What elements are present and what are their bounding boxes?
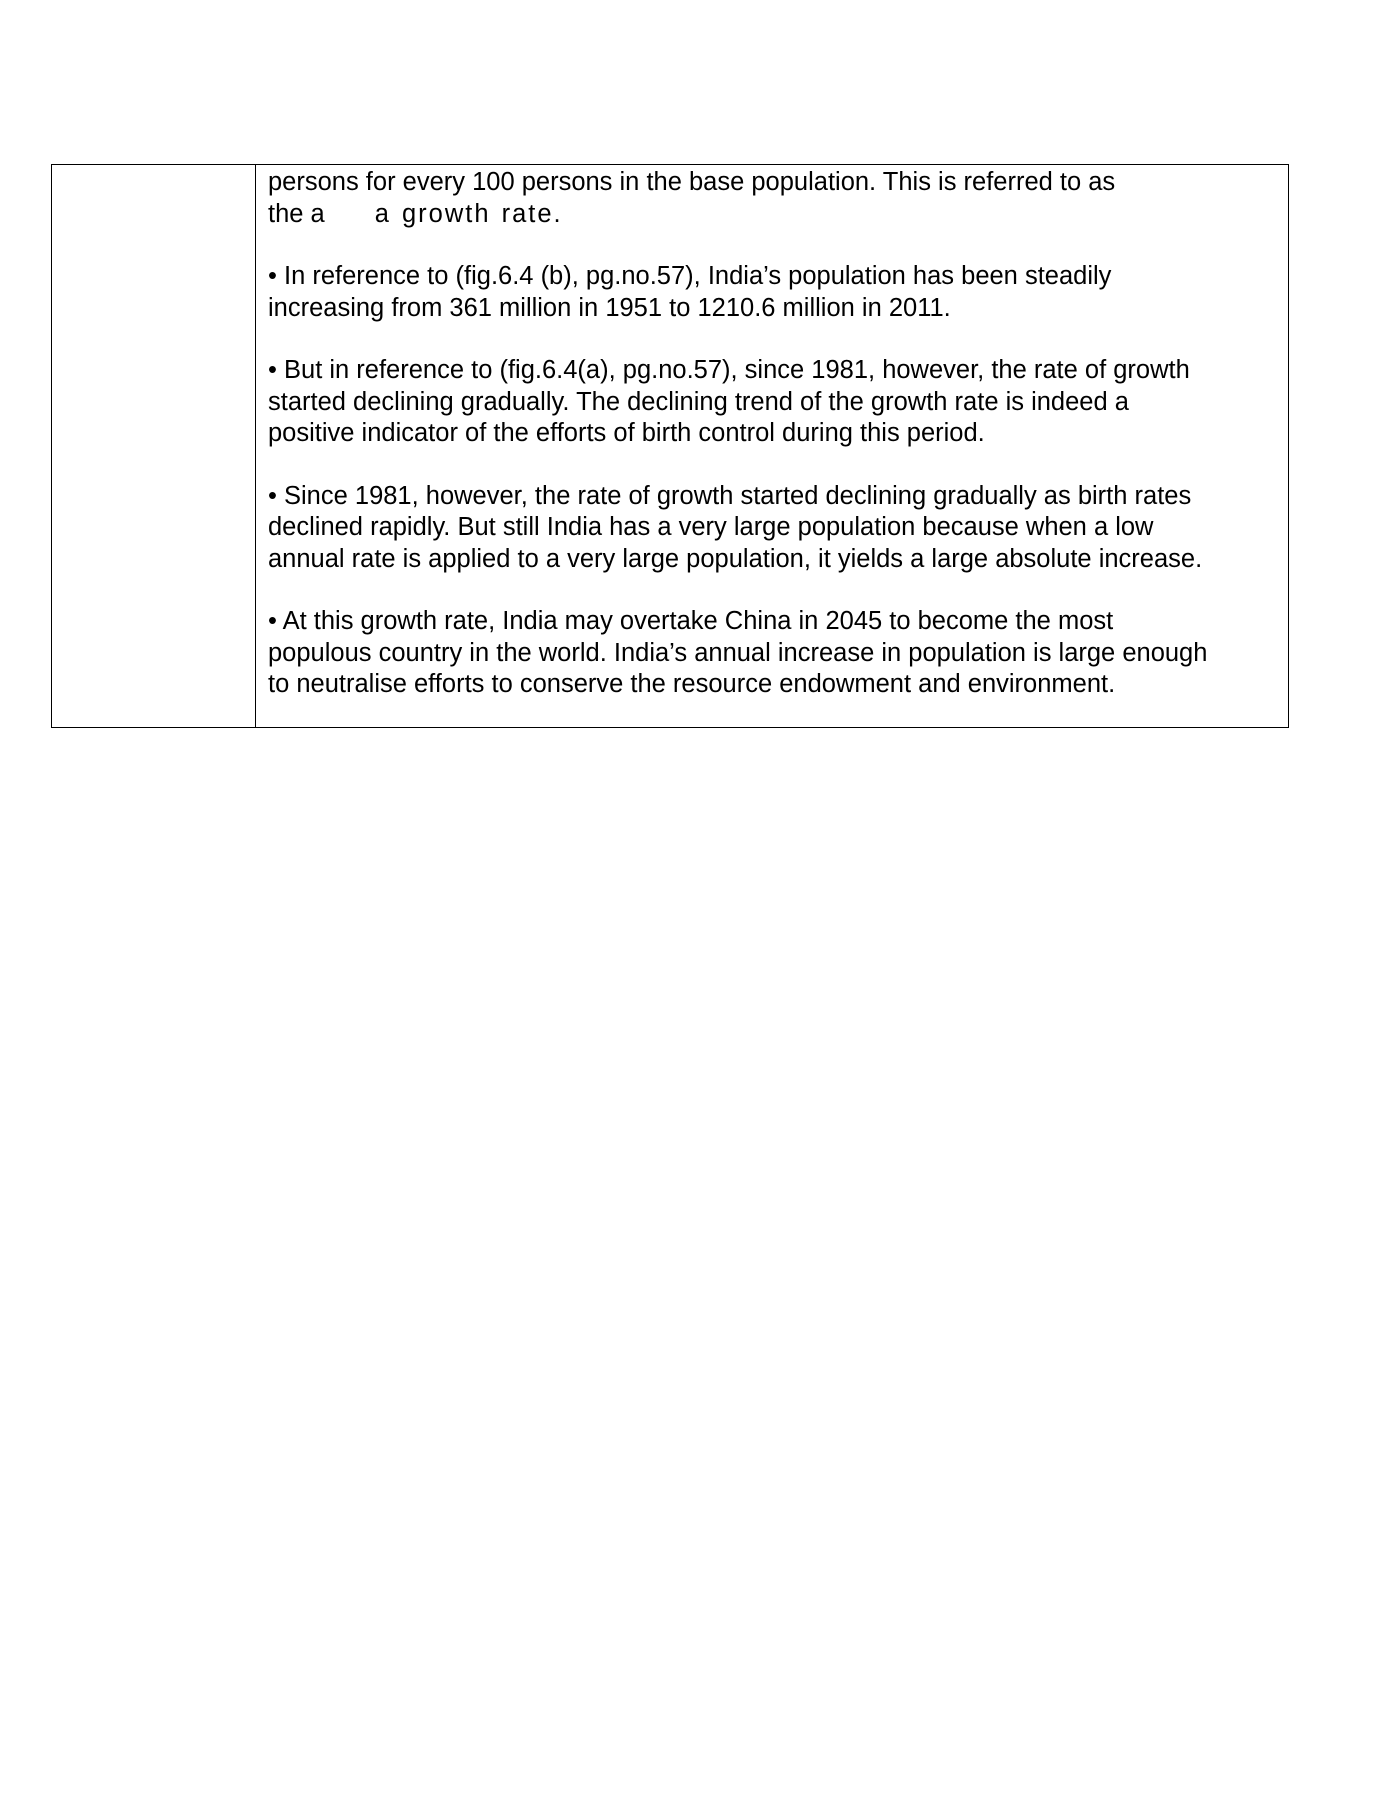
text-line: persons for every 100 persons in the base population. This is referred to as xyxy=(268,168,1116,196)
text-fragment: the a xyxy=(268,199,325,228)
paragraph-growth-rate-definition xyxy=(268,167,1276,230)
text-line xyxy=(268,199,1276,231)
text-line: • But in reference to (fig.6.4(a), pg.no.57), since 1981, however, the rate of growth xyxy=(268,356,1190,384)
text-line: increasing from 361 million in 1951 to 1210.6 million in 2011. xyxy=(268,293,951,322)
paragraph-growth-decline xyxy=(268,355,1276,450)
content-table xyxy=(51,164,1289,728)
paragraph-china-comparison xyxy=(268,606,1276,701)
text-line: • At this growth rate, India may overtake China in 2045 to become the most xyxy=(268,607,1114,635)
text-line: • In reference to (fig.6.4 (b), pg.no.57), India’s population has been steadily xyxy=(268,262,1112,290)
text-line: to neutralise efforts to conserve the resource endowment and environment. xyxy=(268,670,1116,698)
paragraph-population-increase xyxy=(268,261,1276,324)
text-line: positive indicator of the efforts of birth control during this period. xyxy=(268,419,985,447)
table-left-cell xyxy=(52,165,256,727)
text-line: declined rapidly. But still India has a very large population because when a low xyxy=(268,513,1154,541)
text-line: started declining gradually. The declining trend of the growth rate is indeed a xyxy=(268,387,1129,416)
text-line: populous country in the world. India’s annual increase in population is large enough xyxy=(268,638,1208,667)
text-line: • Since 1981, however, the rate of growth started declining gradually as birth rates xyxy=(268,481,1192,510)
text-line: annual rate is applied to a very large population, it yields a large absolute increase. xyxy=(268,544,1203,573)
paragraph-birth-rates xyxy=(268,481,1276,576)
table-right-cell xyxy=(256,165,1288,727)
text-fragment: a growth rate. xyxy=(374,199,563,228)
